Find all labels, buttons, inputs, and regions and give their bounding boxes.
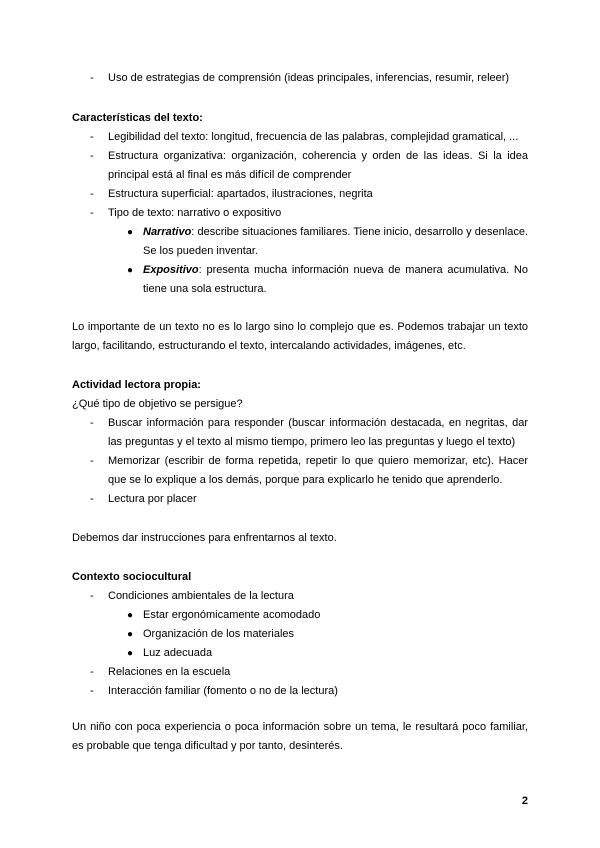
bullet-marker: ● (127, 610, 134, 621)
term-narrativo: Narrativo (143, 226, 192, 238)
list-item (72, 682, 528, 701)
list-item (72, 490, 528, 509)
sublist-item-text: Estar ergonómicamente acomodado (143, 609, 321, 621)
actividad-section (72, 376, 528, 509)
list-item (72, 69, 528, 88)
bullet-marker: ● (127, 227, 134, 238)
dash-marker: - (90, 188, 94, 200)
section-heading: Características del texto: (72, 112, 203, 124)
sublist-item (72, 223, 528, 261)
section-heading: Actividad lectora propia: (72, 379, 201, 391)
sublist-item (72, 261, 528, 299)
dash-marker: - (90, 131, 94, 143)
list-item (72, 452, 528, 490)
paragraph-complejidad: Lo importante de un texto no es lo largo sino lo complejo que es. Podemos trabajar un texto largo, facilitando, estructurando el texto, intercalando actividades, imágenes, etc. (72, 321, 528, 352)
list-item (72, 663, 528, 682)
dash-marker: - (90, 590, 94, 602)
list-item-text: Interacción familiar (fomento o no de la lectura) (108, 685, 338, 697)
sublist-item-text: Organización de los materiales (143, 628, 295, 640)
term-description: : presenta mucha información nueva de manera acumulativa. No tiene una sola estructura. (143, 264, 528, 295)
contexto-list (72, 587, 528, 606)
condiciones-sublist (72, 606, 528, 663)
sublist-item (72, 644, 528, 663)
list-item-text: Estructura superficial: apartados, ilustraciones, negrita (108, 188, 373, 200)
contexto-section (72, 568, 528, 701)
paragraph-instrucciones: Debemos dar instrucciones para enfrentarnos al texto. (72, 532, 337, 544)
list-item-text: Estructura organizativa: organización, coherencia y orden de las ideas. Si la idea principal está al final es más difícil de comprender (108, 150, 528, 181)
actividad-list (72, 414, 528, 509)
sublist-item (72, 625, 528, 644)
sublist-item-text: Luz adecuada (143, 647, 213, 659)
list-item (72, 128, 528, 147)
caracteristicas-section (72, 109, 528, 299)
list-item (72, 185, 528, 204)
caracteristicas-list (72, 128, 528, 223)
question-text: ¿Qué tipo de objetivo se persigue? (72, 398, 243, 410)
list-item-text: Legibilidad del texto: longitud, frecuencia de las palabras, complejidad gramatical, ... (108, 131, 519, 143)
contexto-list-continued (72, 663, 528, 701)
dash-marker: - (90, 72, 94, 84)
term-expositivo: Expositivo (143, 264, 199, 276)
list-item-text: Uso de estrategias de comprensión (ideas principales, inferencias, resumir, releer) (108, 72, 510, 84)
dash-marker: - (90, 207, 94, 219)
paragraph-experiencia: Un niño con poca experiencia o poca información sobre un tema, le resultará poco familiar, es probable que tenga dificultad y por tanto, desinterés. (72, 721, 528, 752)
term-description: : describe situaciones familiares. Tiene inicio, desarrollo y desenlace. Se los pueden inventar. (143, 226, 528, 257)
list-item (72, 587, 528, 606)
dash-marker: - (90, 417, 94, 429)
dash-marker: - (90, 685, 94, 697)
dash-marker: - (90, 666, 94, 678)
dash-marker: - (90, 493, 94, 505)
list-item-text: Lectura por placer (108, 493, 197, 505)
dash-marker: - (90, 455, 94, 467)
dash-marker: - (90, 150, 94, 162)
list-item-text: Condiciones ambientales de la lectura (108, 590, 294, 602)
bullet-marker: ● (127, 629, 134, 640)
page-number: 2 (521, 795, 528, 807)
list-item-text: Memorizar (escribir de forma repetida, repetir lo que quiero memorizar, etc). Hacer que se lo explique a los demás, porque para explicarlo he tenido que aprenderlo. (108, 455, 528, 486)
list-item-text: Buscar información para responder (buscar información destacada, en negritas, dar las preguntas y el texto al mismo tiempo, primero leo las preguntas y luego el texto) (108, 417, 528, 448)
list-item-text: Relaciones en la escuela (108, 666, 231, 678)
list-item (72, 414, 528, 452)
list-item (72, 147, 528, 185)
tipo-texto-sublist (72, 223, 528, 299)
bullet-marker: ● (127, 265, 134, 276)
list-item-text: Tipo de texto: narrativo o expositivo (108, 207, 282, 219)
sublist-item (72, 606, 528, 625)
top-list-block (72, 69, 528, 88)
bullet-marker: ● (127, 648, 134, 659)
section-heading: Contexto sociocultural (72, 571, 192, 583)
list-item (72, 204, 528, 223)
top-list (72, 69, 528, 88)
